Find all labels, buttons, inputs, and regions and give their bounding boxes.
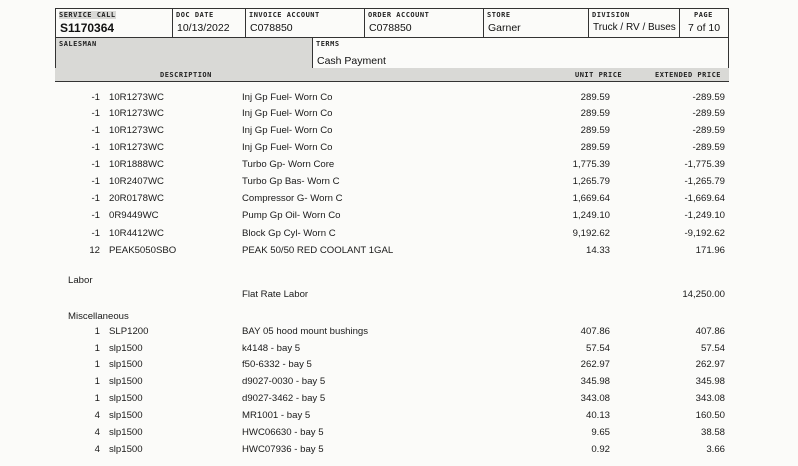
line-unit-price: 289.59 xyxy=(580,125,610,136)
line-unit-price: 40.13 xyxy=(585,410,610,421)
page-box xyxy=(679,8,729,38)
line-qty: -1 xyxy=(91,176,100,187)
division-label: DIVISION xyxy=(592,11,630,19)
line-unit-price: 345.98 xyxy=(580,376,610,387)
line-extended-price: 160.50 xyxy=(695,410,725,421)
line-extended-price: 38.58 xyxy=(700,427,725,438)
line-item xyxy=(0,243,798,259)
line-extended-price: -1,265.79 xyxy=(684,176,725,187)
service-call-box xyxy=(55,8,173,38)
line-extended-price: 3.66 xyxy=(706,444,725,455)
line-desc: MR1001 - bay 5 xyxy=(242,410,311,421)
line-qty: 1 xyxy=(94,343,100,354)
salesman-label: SALESMAN xyxy=(59,40,97,48)
extended-price-header: EXTENDED PRICE xyxy=(655,71,722,79)
line-qty: 4 xyxy=(94,444,100,455)
line-qty: -1 xyxy=(91,210,100,221)
line-desc: BAY 05 hood mount bushings xyxy=(242,326,369,337)
salesman-box xyxy=(55,37,313,69)
line-item xyxy=(0,174,798,190)
line-item xyxy=(0,140,798,156)
misc-section-title: Miscellaneous xyxy=(68,311,129,322)
order-account-label: ORDER ACCOUNT xyxy=(368,11,430,19)
line-qty: -1 xyxy=(91,125,100,136)
line-part: slp1500 xyxy=(109,343,143,354)
line-extended-price: 345.98 xyxy=(695,376,725,387)
line-desc: Turbo Gp Bas- Worn C xyxy=(242,176,340,187)
line-part: SLP1200 xyxy=(109,326,149,337)
line-part: 10R1888WC xyxy=(109,159,164,170)
line-unit-price: 57.54 xyxy=(585,343,610,354)
line-desc: Inj Gp Fuel- Worn Co xyxy=(242,125,333,136)
line-part: slp1500 xyxy=(109,393,143,404)
line-extended-price: -1,669.64 xyxy=(684,193,725,204)
line-desc: Pump Gp Oil- Worn Co xyxy=(242,210,341,221)
line-item xyxy=(0,123,798,139)
line-unit-price: 1,775.39 xyxy=(572,159,610,170)
order-account-value: C078850 xyxy=(369,22,412,34)
line-desc: PEAK 50/50 RED COOLANT 1GAL xyxy=(242,245,394,256)
line-desc: Turbo Gp- Worn Core xyxy=(242,159,335,170)
line-desc: Compressor G- Worn C xyxy=(242,193,343,204)
line-item xyxy=(0,226,798,242)
line-qty: 4 xyxy=(94,427,100,438)
line-qty: -1 xyxy=(91,92,100,103)
line-part: 10R4412WC xyxy=(109,228,164,239)
page-value: 7 of 10 xyxy=(688,22,721,34)
line-part: slp1500 xyxy=(109,427,143,438)
line-extended-price: -289.59 xyxy=(692,108,725,119)
store-label: STORE xyxy=(487,11,511,19)
line-qty: 1 xyxy=(94,393,100,404)
line-desc: HWC07936 - bay 5 xyxy=(242,444,324,455)
terms-box xyxy=(312,37,729,69)
service-call-label: SERVICE CALL xyxy=(59,11,116,19)
line-unit-price: 262.97 xyxy=(580,359,610,370)
order-account-box xyxy=(364,8,484,38)
line-qty: 4 xyxy=(94,410,100,421)
line-unit-price: 9,192.62 xyxy=(572,228,610,239)
line-qty: -1 xyxy=(91,159,100,170)
line-unit-price: 1,249.10 xyxy=(572,210,610,221)
division-value: Truck / RV / Buses xyxy=(593,22,676,33)
line-item xyxy=(0,90,798,106)
line-part: 20R0178WC xyxy=(109,193,164,204)
line-part: 10R1273WC xyxy=(109,92,164,103)
line-extended-price: -289.59 xyxy=(692,142,725,153)
line-unit-price: 14.33 xyxy=(585,245,610,256)
line-unit-price: 289.59 xyxy=(580,92,610,103)
labor-extended-price: 14,250.00 xyxy=(682,289,725,300)
line-unit-price: 1,669.64 xyxy=(572,193,610,204)
line-part: 10R1273WC xyxy=(109,125,164,136)
line-extended-price: 171.96 xyxy=(695,245,725,256)
line-qty: 12 xyxy=(89,245,100,256)
line-item xyxy=(0,208,798,224)
invoice-account-label: INVOICE ACCOUNT xyxy=(249,11,320,19)
line-qty: 1 xyxy=(94,376,100,387)
division-box xyxy=(588,8,680,38)
doc-date-label: DOC DATE xyxy=(176,11,214,19)
page-label: PAGE xyxy=(694,11,713,19)
line-extended-price: -1,249.10 xyxy=(684,210,725,221)
line-qty: -1 xyxy=(91,142,100,153)
line-item xyxy=(0,425,798,441)
line-part: 10R1273WC xyxy=(109,142,164,153)
line-extended-price: -289.59 xyxy=(692,92,725,103)
line-desc: Block Gp Cyl- Worn C xyxy=(242,228,336,239)
terms-value: Cash Payment xyxy=(317,55,386,67)
invoice-account-box xyxy=(245,8,365,38)
line-desc: f50-6332 - bay 5 xyxy=(242,359,312,370)
labor-desc: Flat Rate Labor xyxy=(242,289,309,300)
line-item xyxy=(0,191,798,207)
store-box xyxy=(483,8,589,38)
line-desc: Inj Gp Fuel- Worn Co xyxy=(242,142,333,153)
doc-date-box xyxy=(172,8,246,38)
line-unit-price: 407.86 xyxy=(580,326,610,337)
line-part: 0R9449WC xyxy=(109,210,159,221)
service-call-number: S1170364 xyxy=(60,21,115,35)
labor-section-title: Labor xyxy=(68,275,93,286)
line-part: slp1500 xyxy=(109,444,143,455)
line-unit-price: 0.92 xyxy=(591,444,610,455)
line-desc: d9027-3462 - bay 5 xyxy=(242,393,326,404)
line-unit-price: 9.65 xyxy=(591,427,610,438)
invoice-account-value: C078850 xyxy=(250,22,293,34)
line-unit-price: 289.59 xyxy=(580,142,610,153)
line-extended-price: -9,192.62 xyxy=(684,228,725,239)
line-desc: Inj Gp Fuel- Worn Co xyxy=(242,92,333,103)
line-item xyxy=(0,106,798,122)
line-item xyxy=(0,442,798,458)
line-part: PEAK5050SBO xyxy=(109,245,177,256)
line-part: slp1500 xyxy=(109,359,143,370)
store-value: Garner xyxy=(488,22,521,34)
line-desc: Inj Gp Fuel- Worn Co xyxy=(242,108,333,119)
line-item xyxy=(0,357,798,373)
line-part: slp1500 xyxy=(109,376,143,387)
line-extended-price: -1,775.39 xyxy=(684,159,725,170)
line-part: 10R2407WC xyxy=(109,176,164,187)
line-desc: d9027-0030 - bay 5 xyxy=(242,376,326,387)
line-item xyxy=(0,341,798,357)
line-unit-price: 343.08 xyxy=(580,393,610,404)
doc-date-value: 10/13/2022 xyxy=(177,22,230,34)
labor-line xyxy=(0,287,798,303)
line-qty: 1 xyxy=(94,359,100,370)
line-qty: -1 xyxy=(91,193,100,204)
line-item xyxy=(0,391,798,407)
description-header: DESCRIPTION xyxy=(160,71,212,79)
column-header-bar xyxy=(55,68,729,82)
line-part: slp1500 xyxy=(109,410,143,421)
line-unit-price: 1,265.79 xyxy=(572,176,610,187)
line-qty: -1 xyxy=(91,228,100,239)
line-item xyxy=(0,157,798,173)
line-desc: k4148 - bay 5 xyxy=(242,343,301,354)
line-item xyxy=(0,324,798,340)
line-extended-price: 57.54 xyxy=(700,343,725,354)
line-part: 10R1273WC xyxy=(109,108,164,119)
line-qty: -1 xyxy=(91,108,100,119)
unit-price-header: UNIT PRICE xyxy=(575,71,623,79)
line-item xyxy=(0,374,798,390)
line-extended-price: -289.59 xyxy=(692,125,725,136)
line-unit-price: 289.59 xyxy=(580,108,610,119)
line-extended-price: 343.08 xyxy=(695,393,725,404)
line-qty: 1 xyxy=(94,326,100,337)
line-extended-price: 407.86 xyxy=(695,326,725,337)
line-item xyxy=(0,408,798,424)
terms-label: TERMS xyxy=(316,40,340,48)
line-extended-price: 262.97 xyxy=(695,359,725,370)
line-desc: HWC06630 - bay 5 xyxy=(242,427,324,438)
